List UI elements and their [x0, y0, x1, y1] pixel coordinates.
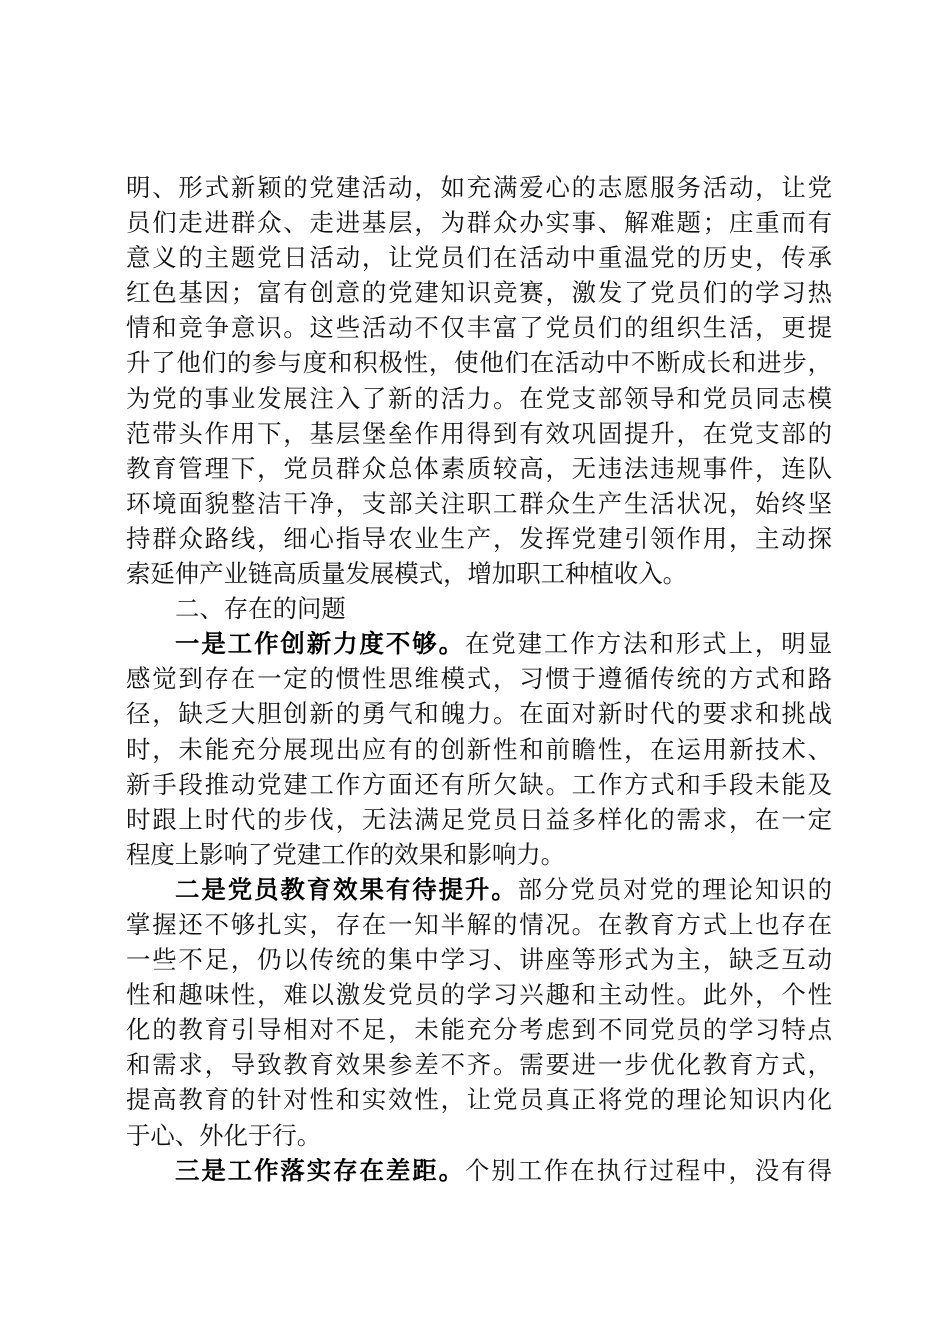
- point-title: 二是党员教育效果有待提升。: [175, 874, 518, 904]
- text-line: 范带头作用下，基层堡垒作用得到有效巩固提升，在党支部的: [126, 418, 832, 448]
- text-line: 掌握还不够扎实，存在一知半解的情况。在教育方式上也存在: [126, 909, 832, 939]
- text-line: 持群众路线，细心指导农业生产，发挥党建引领作用，主动探: [126, 523, 832, 553]
- text-line: 环境面貌整洁干净，支部关注职工群众生产生活状况，始终坚: [126, 488, 832, 518]
- text-run: 部分党员对党的理论知识的: [517, 874, 832, 904]
- point-title: 三是工作落实存在差距。: [175, 1155, 465, 1185]
- point-one-paragraph: [126, 626, 832, 872]
- text-line: 教育管理下，党员群众总体素质较高，无违法违规事件，连队: [126, 453, 832, 483]
- text-line: 径，缺乏大胆创新的勇气和魄力。在面对新时代的要求和挑战: [126, 699, 832, 729]
- text-line: 意义的主题党日活动，让党员们在活动中重温党的历史，传承: [126, 243, 832, 273]
- text-line: 感觉到存在一定的惯性思维模式，习惯于遵循传统的方式和路: [126, 664, 832, 694]
- text-line: 员们走进群众、走进基层，为群众办实事、解难题；庄重而有: [126, 208, 832, 238]
- paragraph-first-line: [126, 1153, 832, 1188]
- text-line: 为党的事业发展注入了新的活力。在党支部领导和党员同志模: [126, 383, 832, 413]
- text-line: 提高教育的针对性和实效性，让党员真正将党的理论知识内化: [126, 1085, 832, 1115]
- text-line: 时，未能充分展现出应有的创新性和前瞻性，在运用新技术、: [126, 734, 832, 764]
- text-line: 情和竞争意识。这些活动不仅丰富了党员们的组织生活，更提: [126, 313, 832, 343]
- text-line: 升了他们的参与度和积极性，使他们在活动中不断成长和进步，: [126, 348, 832, 378]
- text-line: 性和趣味性，难以激发党员的学习兴趣和主动性。此外，个性: [126, 980, 832, 1010]
- text-line: 时跟上时代的步伐，无法满足党员日益多样化的需求，在一定: [126, 804, 832, 834]
- paragraph-first-line: [126, 872, 832, 907]
- text-line: 化的教育引导相对不足，未能充分考虑到不同党员的学习特点: [126, 1015, 832, 1045]
- text-line: 于心、外化于行。: [126, 1120, 322, 1150]
- text-line: 红色基因；富有创意的党建知识竞赛，激发了党员们的学习热: [126, 278, 832, 308]
- text-line: 和需求，导致教育效果参差不齐。需要进一步优化教育方式，: [126, 1050, 832, 1080]
- section-heading: 二、存在的问题: [175, 594, 346, 624]
- intro-paragraph: [126, 170, 832, 591]
- paragraph-first-line: [126, 626, 832, 661]
- document-body: [126, 170, 832, 1188]
- text-run: 个别工作在执行过程中，没有得: [464, 1155, 832, 1185]
- point-three-paragraph: [126, 1153, 832, 1188]
- text-line: 索延伸产业链高质量发展模式，增加职工种植收入。: [126, 559, 687, 589]
- text-line: 明、形式新颖的党建活动，如充满爱心的志愿服务活动，让党: [126, 173, 832, 202]
- text-run: 在党建工作方法和形式上，明显: [464, 629, 832, 659]
- text-line: 程度上影响了党建工作的效果和影响力。: [126, 839, 566, 869]
- text-line: 一些不足，仍以传统的集中学习、讲座等形式为主，缺乏互动: [126, 945, 832, 975]
- point-two-paragraph: [126, 872, 832, 1153]
- text-line: 新手段推动党建工作方面还有所欠缺。工作方式和手段未能及: [126, 769, 832, 799]
- point-title: 一是工作创新力度不够。: [175, 629, 465, 659]
